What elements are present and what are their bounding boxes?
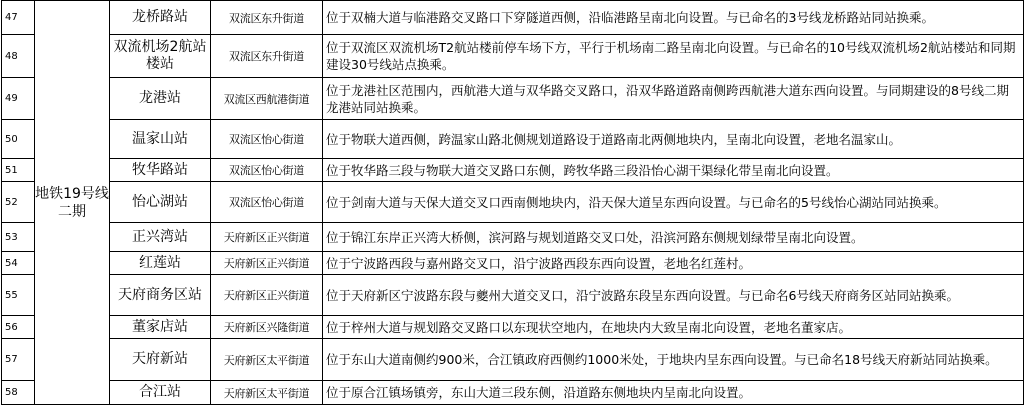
- row-number: 53: [2, 223, 35, 252]
- station-description: 位于双流区双流机场T2航站楼前停车场下方，平行于机场南二路呈南北向设置。与已命名的10号线双流机场2航站楼站和同期建设30号线站点换乘。: [323, 35, 1024, 78]
- station-district: 双流区东升街道: [211, 35, 323, 78]
- station-name: 怡心湖站: [110, 182, 211, 223]
- station-district: 天府新区正兴街道: [211, 275, 323, 316]
- station-table: [1, 0, 1024, 405]
- station-district: 双流区东升街道: [211, 1, 323, 35]
- table-row: [2, 316, 1024, 339]
- row-number: 51: [2, 159, 35, 182]
- row-number: 50: [2, 120, 35, 159]
- table-row: [2, 182, 1024, 223]
- station-description: 位于东山大道南侧约900米，合江镇政府西侧约1000米处，于地块内呈东西向设置。与已命名18号线天府新站同站换乘。: [323, 339, 1024, 381]
- station-name: 牧华路站: [110, 159, 211, 182]
- station-district: 双流区西航港街道: [211, 78, 323, 120]
- station-name: 正兴湾站: [110, 223, 211, 252]
- row-number: 55: [2, 275, 35, 316]
- station-name: 温家山站: [110, 120, 211, 159]
- row-number: 48: [2, 35, 35, 78]
- table-row: [2, 223, 1024, 252]
- station-district: 天府新区兴隆街道: [211, 316, 323, 339]
- station-description: 位于梓州大道与规划路交叉路口以东现状空地内，在地块内大致呈南北向设置，老地名董家店。: [323, 316, 1024, 339]
- table-row: [2, 381, 1024, 405]
- row-number: 52: [2, 182, 35, 223]
- station-description: 位于原合江镇场镇旁，东山大道三段东侧，沿道路东侧地块内呈南北向设置。: [323, 381, 1024, 405]
- station-district: 双流区怡心街道: [211, 120, 323, 159]
- table-row: [2, 78, 1024, 120]
- station-description: 位于龙港社区范围内，西航港大道与双华路交叉路口，沿双华路道路南侧跨西航港大道东西向设置。与同期建设的8号线二期龙港站同站换乘。: [323, 78, 1024, 120]
- station-name: 董家店站: [110, 316, 211, 339]
- station-district: 双流区怡心街道: [211, 159, 323, 182]
- station-description: 位于双楠大道与临港路交叉路口下穿隧道西侧，沿临港路呈南北向设置。与已命名的3号线龙桥路站同站换乘。: [323, 1, 1024, 35]
- station-description: 位于锦江东岸正兴湾大桥侧，滨河路与规划道路交叉口处，沿滨河路东侧规划绿带呈南北向设置。: [323, 223, 1024, 252]
- row-number: 54: [2, 252, 35, 275]
- table-row: [2, 252, 1024, 275]
- row-number: 58: [2, 381, 35, 405]
- station-description: 位于物联大道西侧，跨温家山路北侧规划道路设于道路南北两侧地块内，呈南北向设置，老地名温家山。: [323, 120, 1024, 159]
- station-district: 天府新区正兴街道: [211, 252, 323, 275]
- station-district: 天府新区太平街道: [211, 381, 323, 405]
- row-number: 56: [2, 316, 35, 339]
- station-district: 天府新区正兴街道: [211, 223, 323, 252]
- station-description: 位于剑南大道与天保大道交叉口西南侧地块内，沿天保大道呈东西向设置。与已命名的5号线怡心湖站同站换乘。: [323, 182, 1024, 223]
- station-district: 双流区怡心街道: [211, 182, 323, 223]
- station-description: 位于牧华路三段与物联大道交叉路口东侧，跨牧华路三段沿怡心湖干渠绿化带呈南北向设置。: [323, 159, 1024, 182]
- table-row: [2, 35, 1024, 78]
- line-name: 地铁19号线二期: [35, 1, 110, 405]
- station-description: 位于天府新区宁波路东段与夔州大道交叉口，沿宁波路东段呈东西向设置。与已命名6号线天府商务区站同站换乘。: [323, 275, 1024, 316]
- station-name: 天府新站: [110, 339, 211, 381]
- station-name: 双流机场2航站楼站: [110, 35, 211, 78]
- station-name: 龙桥路站: [110, 1, 211, 35]
- station-name: 天府商务区站: [110, 275, 211, 316]
- station-name: 红莲站: [110, 252, 211, 275]
- station-description: 位于宁波路西段与嘉州路交叉口，沿宁波路西段东西向设置，老地名红莲村。: [323, 252, 1024, 275]
- table-row: [2, 120, 1024, 159]
- table-row: [2, 159, 1024, 182]
- station-name: 合江站: [110, 381, 211, 405]
- row-number: 57: [2, 339, 35, 381]
- table-row: [2, 1, 1024, 35]
- row-number: 49: [2, 78, 35, 120]
- station-name: 龙港站: [110, 78, 211, 120]
- table-row: [2, 275, 1024, 316]
- table-row: [2, 339, 1024, 381]
- row-number: 47: [2, 1, 35, 35]
- station-district: 天府新区太平街道: [211, 339, 323, 381]
